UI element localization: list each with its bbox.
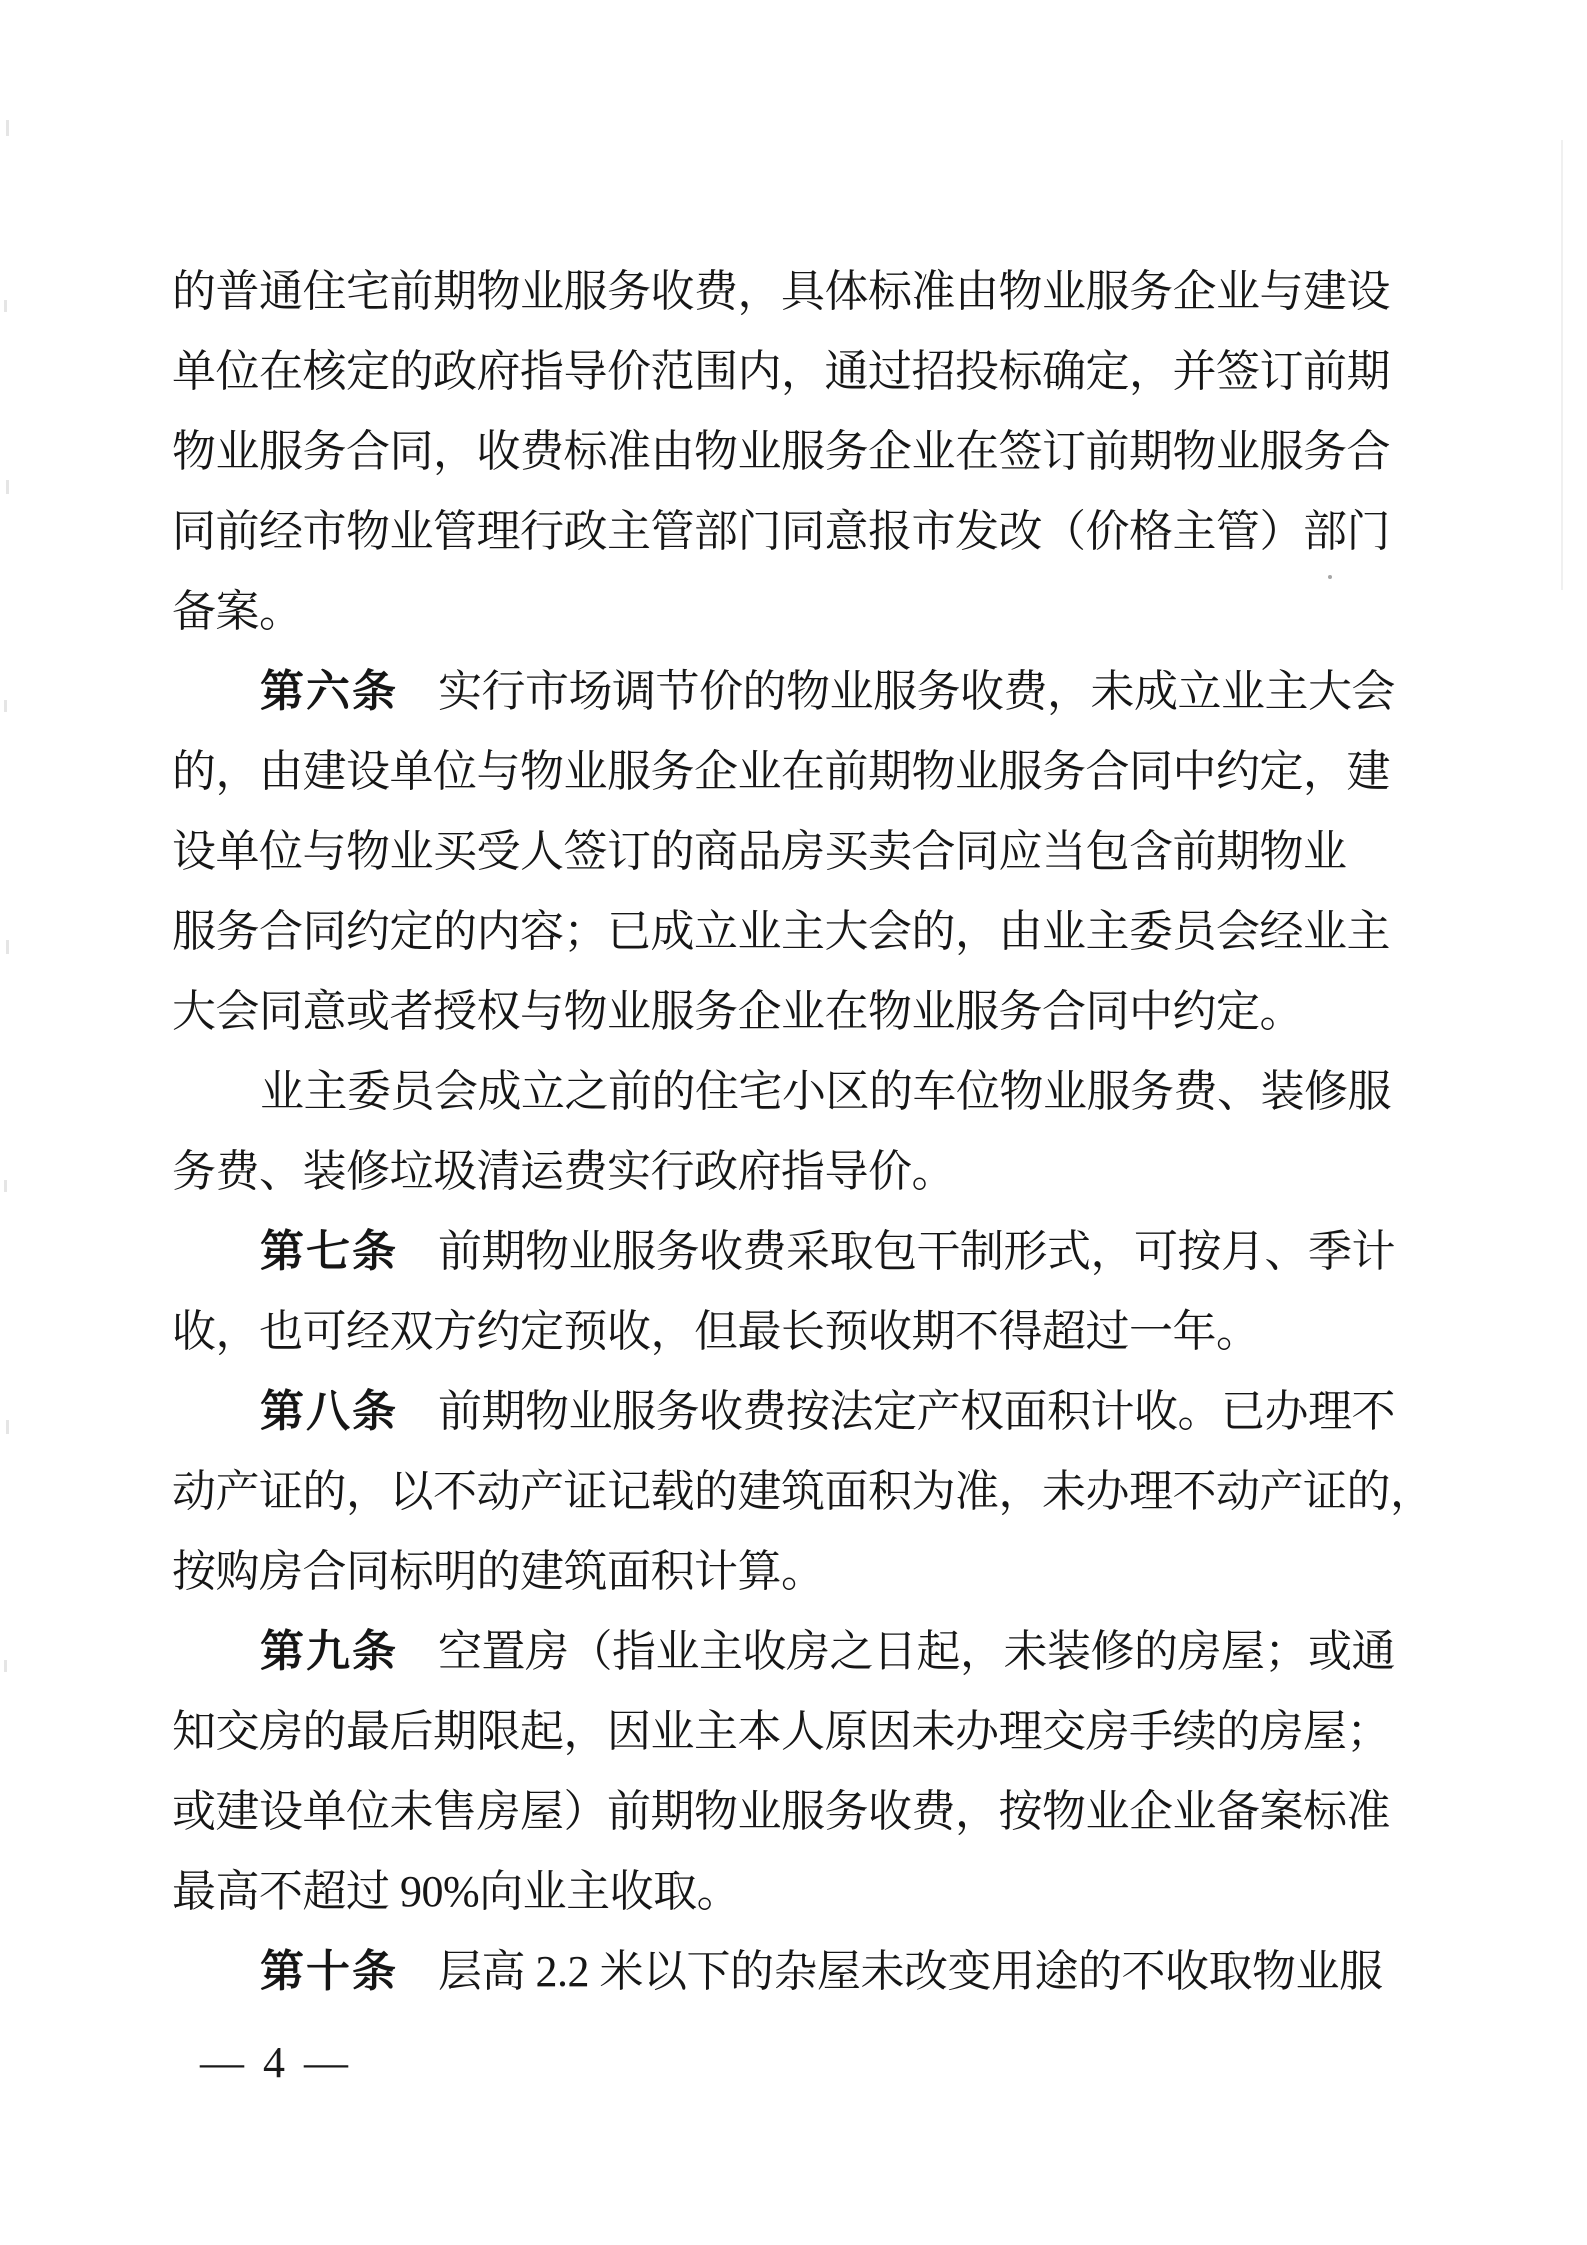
article-label: 第八条 [260, 1387, 398, 1436]
text-line-article-8 [172, 1372, 1442, 1452]
scan-artifact [4, 300, 7, 312]
line-text: 空置房（指业主收房之日起，未装修的房屋；或通 [438, 1627, 1395, 1676]
text-line [172, 1292, 1442, 1372]
text-line [172, 732, 1442, 812]
scan-artifact [4, 1660, 7, 1672]
scan-artifact [6, 120, 9, 136]
line-text: 业主委员会成立之前的住宅小区的车位物业服务费、装修服 [260, 1067, 1391, 1116]
scan-artifact-right-edge [1561, 140, 1563, 590]
line-text: 前期物业服务收费按法定产权面积计收。已办理不 [438, 1387, 1395, 1436]
scan-artifact [6, 1420, 9, 1434]
line-text: 前期物业服务收费采取包干制形式，可按月、季计 [438, 1227, 1395, 1276]
text-line [172, 892, 1442, 972]
line-text: 大会同意或者授权与物业服务企业在物业服务合同中约定。 [172, 987, 1303, 1036]
line-text: 层高 2.2 米以下的杂屋未改变用途的不收取物业服 [438, 1947, 1383, 1996]
page-number: — 4 — [200, 2038, 352, 2087]
text-line [172, 572, 1442, 652]
line-text: 按购房合同标明的建筑面积计算。 [172, 1547, 825, 1596]
text-line [172, 492, 1442, 572]
text-line [172, 1692, 1442, 1772]
scan-artifact [4, 700, 7, 712]
text-line [172, 1452, 1442, 1532]
line-text: 收，也可经双方约定预收，但最长预收期不得超过一年。 [172, 1307, 1260, 1356]
text-line-article-6 [172, 652, 1442, 732]
text-line [172, 1532, 1442, 1612]
article-label: 第六条 [260, 667, 398, 716]
text-line [172, 1052, 1442, 1132]
line-text: 实行市场调节价的物业服务收费，未成立业主大会 [438, 667, 1395, 716]
line-text: 的，由建设单位与物业服务企业在前期物业服务合同中约定，建 [172, 747, 1390, 796]
line-text: 同前经市物业管理行政主管部门同意报市发改（价格主管）部门 [172, 507, 1390, 556]
text-line [172, 252, 1442, 332]
text-line [172, 972, 1442, 1052]
line-text: 服务合同约定的内容；已成立业主大会的，由业主委员会经业主 [172, 907, 1390, 956]
line-text: 设单位与物业买受人签订的商品房买卖合同应当包含前期物业 [172, 827, 1347, 876]
line-text: 最高不超过 90%向业主收取。 [172, 1867, 741, 1916]
line-text: 或建设单位未售房屋）前期物业服务收费，按物业企业备案标准 [172, 1787, 1390, 1836]
text-line [172, 332, 1442, 412]
line-text: 知交房的最后期限起，因业主本人原因未办理交房手续的房屋； [172, 1707, 1390, 1756]
line-text: 物业服务合同，收费标准由物业服务企业在签订前期物业服务合 [172, 427, 1390, 476]
text-line-article-9 [172, 1612, 1442, 1692]
line-text: 的普通住宅前期物业服务收费，具体标准由物业服务企业与建设 [172, 267, 1390, 316]
line-text: 务费、装修垃圾清运费实行政府指导价。 [172, 1147, 955, 1196]
text-line [172, 1852, 1442, 1932]
text-line [172, 412, 1442, 492]
text-block [172, 252, 1442, 2012]
text-line [172, 1772, 1442, 1852]
scan-artifact [4, 1180, 7, 1192]
text-line [172, 812, 1442, 892]
scan-artifact [6, 480, 9, 494]
line-text: 动产证的，以不动产证记载的建筑面积为准，未办理不动产证的， [172, 1467, 1434, 1516]
line-text: 单位在核定的政府指导价范围内，通过招投标确定，并签订前期 [172, 347, 1390, 396]
text-line [172, 1132, 1442, 1212]
line-text: 备案。 [172, 587, 303, 636]
scan-artifact [6, 940, 9, 954]
article-label: 第七条 [260, 1227, 398, 1276]
article-label: 第十条 [260, 1947, 398, 1996]
text-line-article-7 [172, 1212, 1442, 1292]
article-label: 第九条 [260, 1627, 398, 1676]
text-line-article-10 [172, 1932, 1442, 2012]
